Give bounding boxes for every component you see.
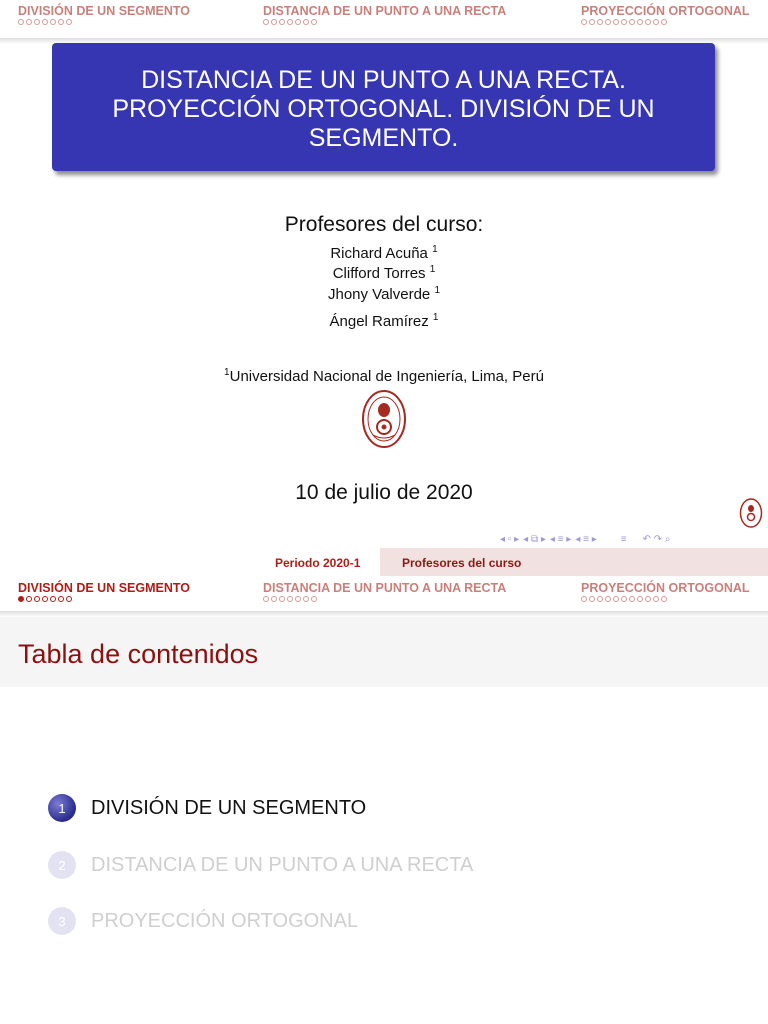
sub-nav-icon[interactable]: ◂ ≡ ▸ (575, 533, 597, 545)
frame-title-bar (0, 617, 768, 687)
nav-dots-3[interactable] (581, 19, 667, 25)
subsection-nav-icon[interactable]: ◂ ⧉ ▸ (523, 533, 546, 545)
toc-item-2[interactable] (48, 850, 473, 880)
nav-dots-2[interactable] (263, 596, 317, 602)
university-seal-icon (361, 389, 407, 449)
section-nav-icon[interactable]: ◂ ≡ ▸ (549, 533, 572, 545)
title-line-3: SEGMENTO. (308, 124, 459, 152)
nav-dots-3[interactable] (581, 596, 667, 602)
toc-item-3[interactable] (48, 906, 358, 936)
institute: $^1$Universidad Nacional de Ingeniería, Lima, Perú (224, 367, 544, 385)
beamer-nav-icons[interactable] (500, 533, 671, 545)
frame-title: Tabla de contenidos (18, 639, 259, 669)
nav-dots-1[interactable] (18, 596, 72, 602)
footline-author-box (380, 548, 768, 576)
prev-frame-icon[interactable]: ◂ ▫ ▸ (500, 533, 520, 545)
toc-item-1[interactable] (48, 793, 366, 823)
toc-slide (0, 548, 768, 1024)
nav-dots-1[interactable] (18, 19, 72, 25)
appendix-icon[interactable]: ≡ (620, 533, 627, 545)
footline-author: Profesores del curso (402, 556, 522, 570)
toc-item-label: DIVISIÓN DE UN SEGMENTO (91, 796, 367, 819)
title-line-2: PROYECCIÓN ORTOGONAL. DIVISIÓN DE UN (112, 95, 655, 123)
title-block (52, 43, 715, 171)
section-navigation (0, 0, 768, 38)
footline-period: Periodo 2020-1 (275, 556, 361, 570)
presentation-date: 10 de julio de 2020 (295, 481, 473, 504)
toc-item-label: DISTANCIA DE UN PUNTO A UNA RECTA (91, 853, 474, 876)
footline (0, 548, 768, 576)
toc-number-badge: 1 (48, 794, 76, 822)
author-1: Richard Acuña $^1$ (330, 244, 438, 262)
title-line-1: DISTANCIA DE UN PUNTO A UNA RECTA. (141, 66, 626, 94)
toc-number-badge: 3 (48, 907, 76, 935)
nav-section-1[interactable]: DIVISIÓN DE UN SEGMENTO (18, 4, 191, 18)
author-4: Ángel Ramírez $^1$ (329, 312, 439, 330)
search-back-icon[interactable]: ↶ ↷ ⌕ (642, 533, 671, 545)
nav-section-1[interactable]: DIVISIÓN DE UN SEGMENTO (18, 581, 191, 595)
section-navigation-2 (0, 577, 768, 615)
nav-section-2[interactable]: DISTANCIA DE UN PUNTO A UNA RECTA (263, 581, 507, 595)
authors-heading: Profesores del curso: (284, 213, 484, 236)
toc-number-badge: 2 (48, 851, 76, 879)
author-2: Clifford Torres $^1$ (332, 264, 436, 282)
toc-item-label: PROYECCIÓN ORTOGONAL (91, 909, 359, 932)
nav-section-3[interactable]: PROYECCIÓN ORTOGONAL (581, 4, 750, 18)
author-3: Jhony Valverde $^1$ (327, 285, 441, 303)
corner-seal-icon (739, 498, 763, 528)
nav-dots-2[interactable] (263, 19, 317, 25)
nav-section-2[interactable]: DISTANCIA DE UN PUNTO A UNA RECTA (263, 4, 507, 18)
nav-section-3[interactable]: PROYECCIÓN ORTOGONAL (581, 581, 750, 595)
